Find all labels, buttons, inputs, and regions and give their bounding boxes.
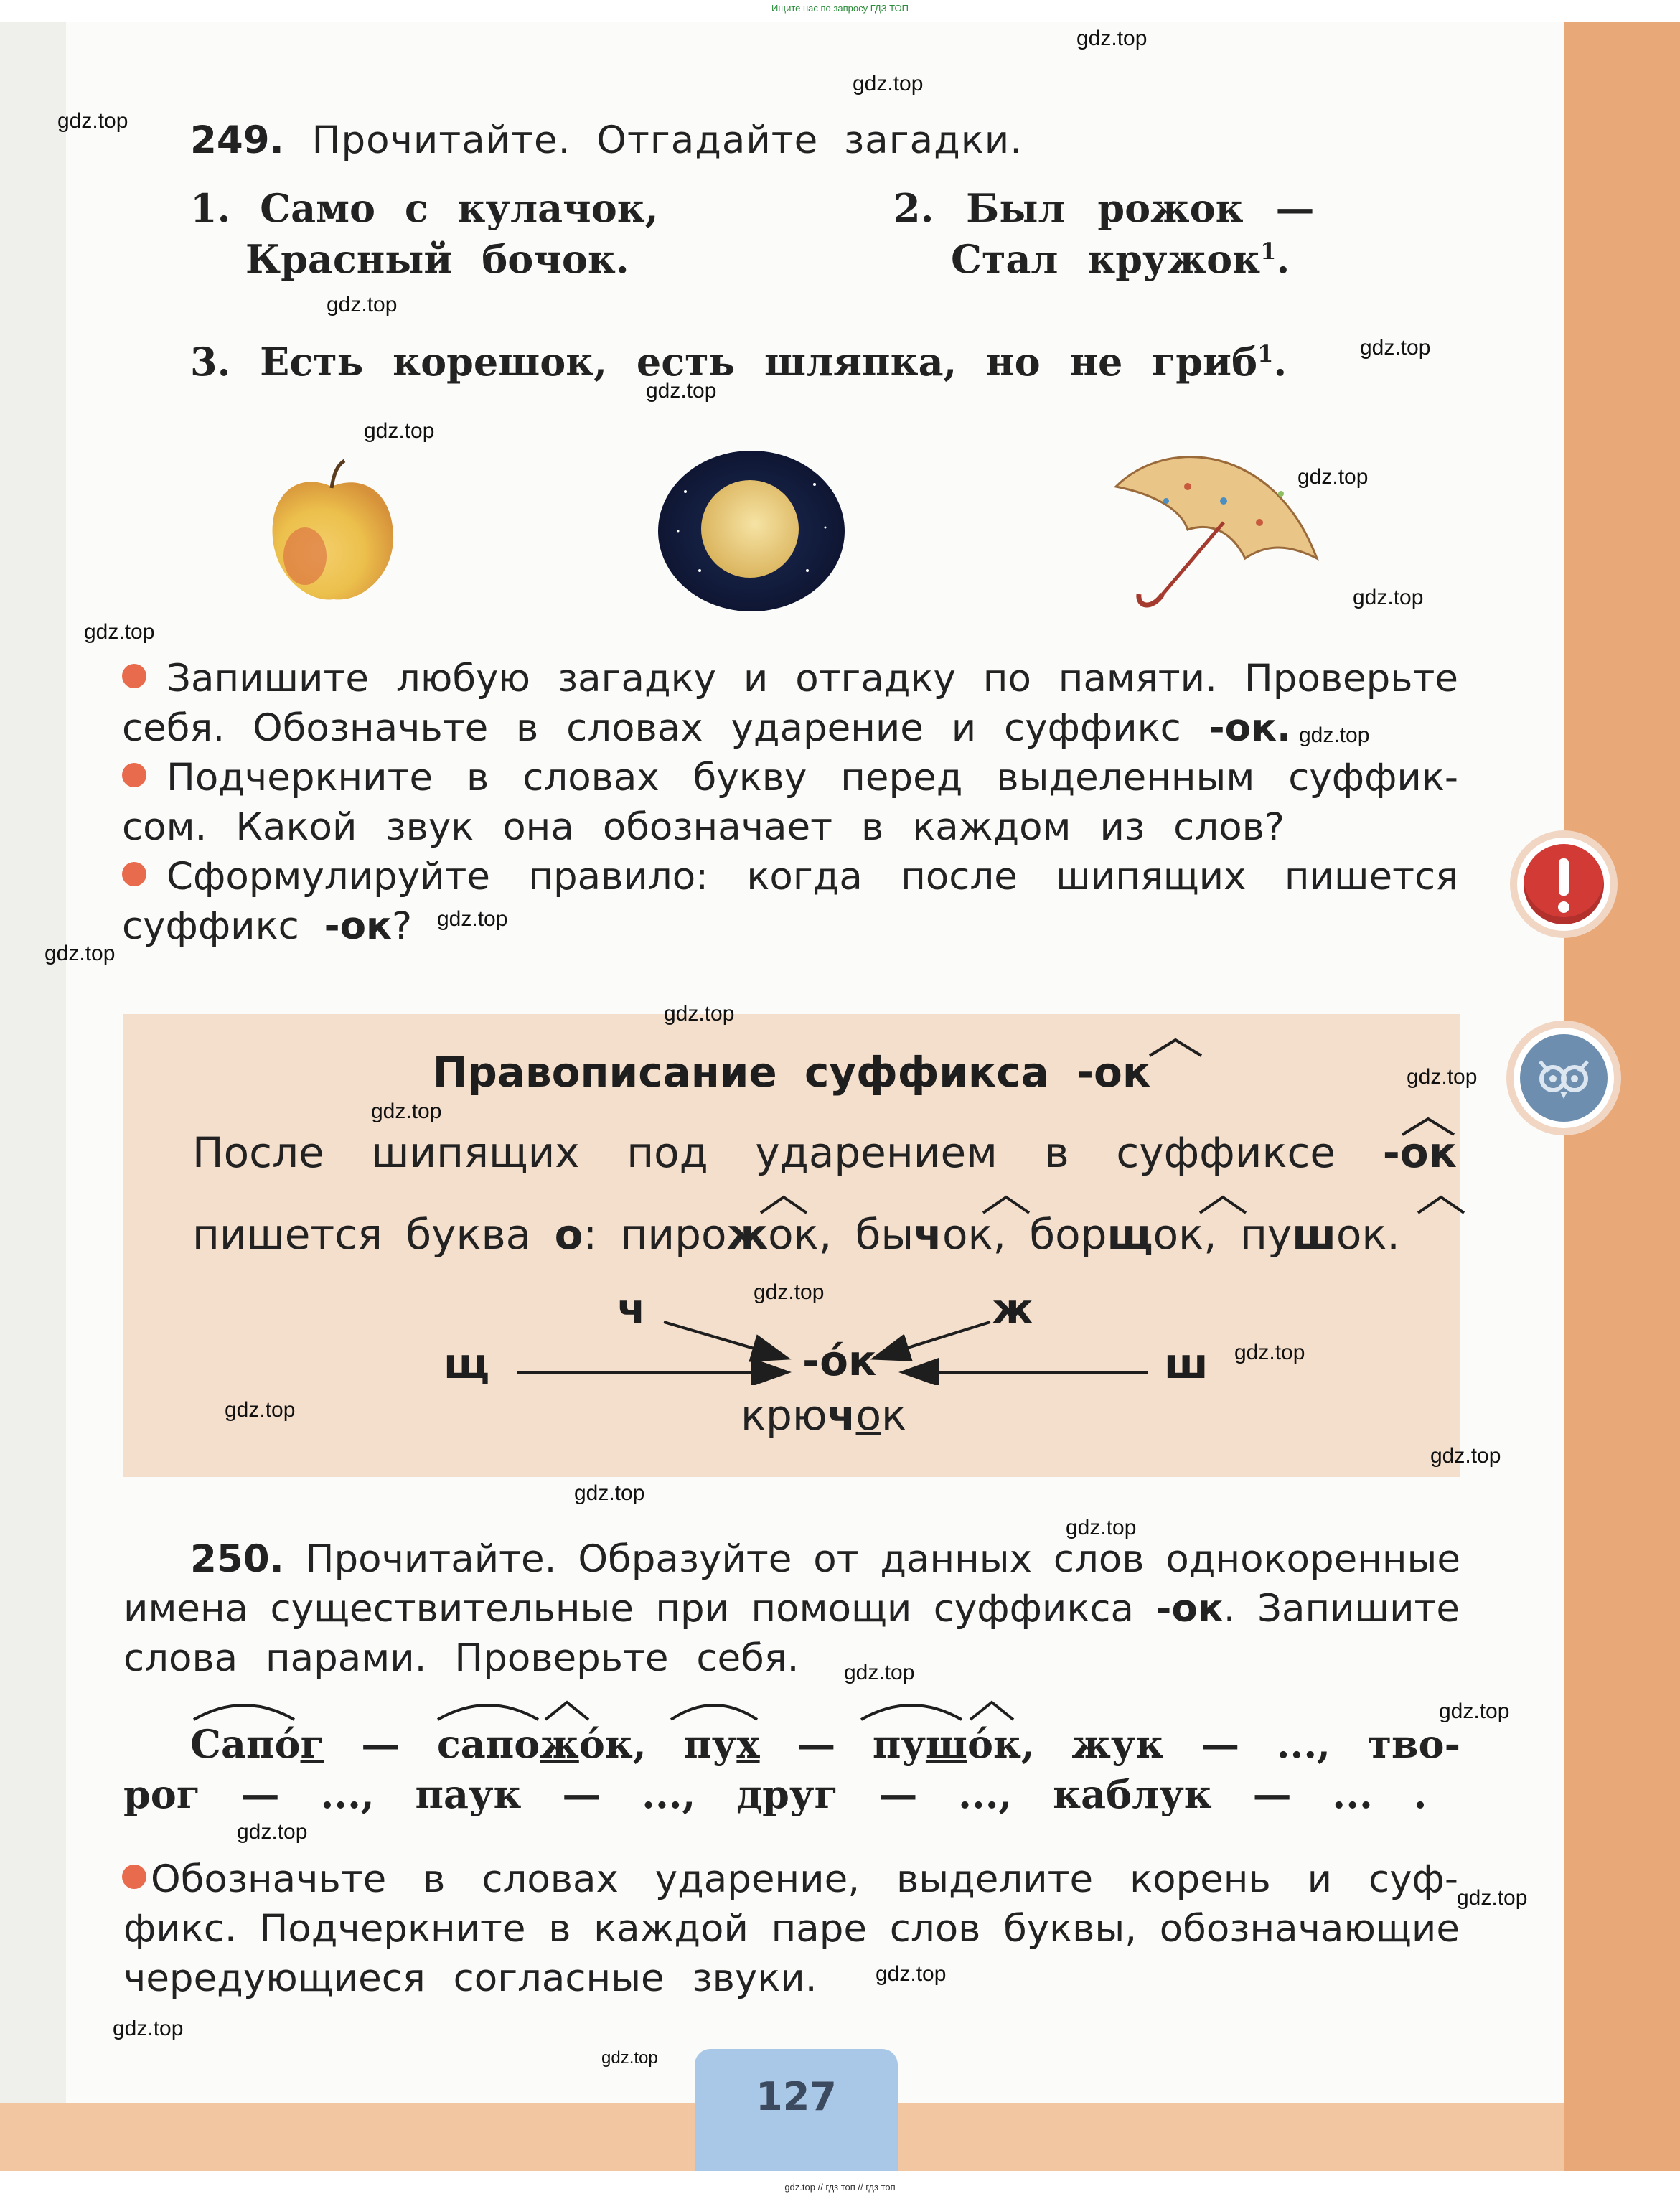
watermark: gdz.top bbox=[754, 1280, 825, 1304]
bullet-dot bbox=[122, 664, 146, 688]
task-1-line-2 bbox=[122, 706, 1291, 750]
watermark: gdz.top bbox=[113, 2017, 184, 2040]
riddle-1-line-2: Красный бочок. bbox=[245, 236, 629, 282]
task-1-line-2-text: себя. Обозначьте в словах ударение и суффикс bbox=[122, 706, 1181, 750]
watermark: gdz.top bbox=[574, 1481, 645, 1505]
diagram-example-end: к bbox=[881, 1391, 907, 1440]
diagram-example-stem: крю bbox=[741, 1391, 827, 1440]
example-word bbox=[1240, 1210, 1400, 1259]
underlined-letter: ж bbox=[540, 1721, 579, 1767]
watermark: gdz.top bbox=[364, 419, 435, 443]
example-suffix: ок bbox=[1153, 1210, 1204, 1259]
left-page-edge bbox=[0, 22, 66, 2146]
sibilant-letter: ш bbox=[1292, 1210, 1336, 1259]
task-3-line-1-text: Сформулируйте правило: когда после шипящих пишется bbox=[166, 855, 1458, 899]
example-word bbox=[855, 1210, 1030, 1259]
exercise-250-task-line-1 bbox=[122, 1857, 1458, 1901]
exercise-250-task-line-3: чередующиеся согласные звуки. bbox=[123, 1956, 817, 2000]
watermark: gdz.top bbox=[853, 72, 924, 95]
bottom-band-right bbox=[1564, 2103, 1680, 2171]
suffix-ok: -ок bbox=[1155, 1587, 1224, 1631]
diagram-letter-sh: ш bbox=[1164, 1339, 1209, 1388]
example-word bbox=[1029, 1210, 1240, 1259]
example-stem: пу bbox=[1239, 1210, 1292, 1259]
watermark: gdz.top bbox=[1066, 1516, 1137, 1539]
dash: — bbox=[1201, 1721, 1240, 1767]
diagram-arrows bbox=[502, 1306, 1163, 1385]
watermark: gdz.top bbox=[225, 1398, 296, 1422]
footnote-mark: 1 bbox=[1257, 340, 1274, 367]
sibilant-letter: ч bbox=[827, 1391, 856, 1440]
rule-line-2 bbox=[192, 1210, 1400, 1259]
page-number: 127 bbox=[756, 2074, 837, 2119]
riddle-1-line-1: 1. Само с кулачок, bbox=[190, 185, 659, 231]
underlined-letter: х bbox=[736, 1721, 760, 1767]
riddle-2-line-2 bbox=[951, 236, 1290, 282]
word-sapozhok bbox=[437, 1721, 647, 1767]
watermark: gdz.top bbox=[1457, 1886, 1528, 1910]
rule-line-2-text: пишется буква bbox=[192, 1210, 555, 1259]
separator: , bbox=[992, 1210, 1030, 1259]
riddle-2-line-1: 2. Был рожок — bbox=[893, 185, 1315, 231]
owl-glyph bbox=[1520, 1034, 1608, 1122]
example-arcs bbox=[746, 1194, 1471, 1216]
task-2-line-1 bbox=[122, 756, 1458, 799]
separator: . bbox=[1386, 1210, 1400, 1259]
watermark: gdz.top bbox=[1076, 27, 1148, 50]
exercise-number: 249. bbox=[190, 118, 284, 162]
suffix-ok: -ок. bbox=[1209, 706, 1292, 750]
example-suffix: ок bbox=[1336, 1210, 1387, 1259]
exclamation-glyph bbox=[1524, 844, 1604, 924]
rule-title bbox=[123, 1048, 1460, 1097]
word-sapog bbox=[190, 1721, 324, 1767]
footer-text: gdz.top // гдз топ // гдз топ bbox=[784, 2182, 896, 2193]
sibilant-letter: ч bbox=[914, 1210, 942, 1259]
diagram-letter-shch: щ bbox=[444, 1339, 490, 1388]
blank: ..., bbox=[1276, 1721, 1331, 1767]
colon: : bbox=[583, 1210, 621, 1259]
watermark: gdz.top bbox=[1353, 586, 1424, 609]
exercise-250-line-1-text: Прочитайте. Образуйте от данных слов однокоренные bbox=[305, 1537, 1460, 1581]
watermark: gdz.top bbox=[57, 109, 128, 133]
exercise-250-line-2-text: имена существительные при помощи суффикса bbox=[123, 1587, 1134, 1631]
watermark: gdz.top bbox=[437, 907, 508, 931]
task-3-line-2-text: суффикс bbox=[122, 904, 299, 948]
word-part: сапо bbox=[436, 1721, 540, 1767]
example-stem: бор bbox=[1029, 1210, 1107, 1259]
exercise-250-task-line-2: фикс. Подчеркните в каждой паре слов буквы, обозначающие bbox=[123, 1907, 1460, 1951]
watermark: gdz.top bbox=[237, 1820, 308, 1844]
task-2-line-2: сом. Какой звук она обозначает в каждом из слов? bbox=[122, 805, 1285, 849]
suffix-arc bbox=[1399, 1116, 1457, 1138]
word-pushok bbox=[873, 1721, 1035, 1767]
sibilant-letter: ж bbox=[726, 1210, 769, 1259]
diagram-letter-zh: ж bbox=[992, 1285, 1033, 1333]
exercise-249-heading bbox=[190, 118, 1023, 162]
rule-title-text: Правописание суффикса bbox=[432, 1048, 1076, 1097]
diagram-example-word bbox=[741, 1391, 906, 1440]
watermark: gdz.top bbox=[327, 293, 398, 316]
example-word bbox=[621, 1210, 855, 1259]
example-suffix: ок bbox=[942, 1210, 993, 1259]
question-mark: ? bbox=[391, 904, 413, 948]
word-pukh bbox=[683, 1721, 759, 1767]
watermark: gdz.top bbox=[1234, 1341, 1305, 1364]
riddle-3 bbox=[190, 339, 1287, 385]
example-stem: пиро bbox=[620, 1210, 727, 1259]
apple-illustration bbox=[266, 459, 398, 606]
rule-line-1 bbox=[192, 1128, 1457, 1177]
period: . bbox=[1273, 339, 1287, 385]
word-pairs-line-2: рог — ..., паук — ..., друг — ..., каблук — ... . bbox=[123, 1771, 1427, 1817]
task-1-line-1-text: Запишите любую загадку и отгадку по памяти. Проверьте bbox=[166, 657, 1458, 700]
watermark: gdz.top bbox=[84, 620, 155, 644]
bullet-dot bbox=[122, 862, 146, 886]
watermark: gdz.top bbox=[1360, 336, 1431, 360]
riddle-2-line-2-text: Стал кружок bbox=[951, 236, 1261, 282]
dash: — bbox=[797, 1721, 836, 1767]
suffix-arc bbox=[1147, 1037, 1204, 1059]
word-zhuk: жук bbox=[1071, 1721, 1164, 1767]
suffix-ok: -ок bbox=[324, 904, 392, 948]
underlined-o: о bbox=[855, 1391, 882, 1440]
dash: — bbox=[361, 1721, 400, 1767]
word-pairs-line-1 bbox=[190, 1721, 1460, 1767]
task-1-line-1 bbox=[122, 657, 1458, 700]
example-stem: бы bbox=[855, 1210, 914, 1259]
watermark: gdz.top bbox=[601, 2048, 658, 2068]
footnote-mark: 1 bbox=[1260, 238, 1277, 265]
word-part: пу bbox=[872, 1721, 926, 1767]
root-arcs bbox=[187, 1694, 1033, 1722]
task-3-line-2 bbox=[122, 904, 412, 948]
suffix-ok: -ок bbox=[1382, 1128, 1457, 1177]
task-3-line-1 bbox=[122, 855, 1458, 899]
riddle-3-text: 3. Есть корешок, есть шляпка, но не гриб bbox=[190, 339, 1258, 385]
rule-line-1-text: После шипящих под ударением в суффиксе bbox=[192, 1128, 1336, 1177]
exercise-250-line-2-end: . Запишите bbox=[1223, 1587, 1460, 1631]
word-part: Сапо́ bbox=[190, 1721, 301, 1767]
watermark: gdz.top bbox=[844, 1661, 915, 1684]
word-tvorog-start: тво- bbox=[1367, 1721, 1460, 1767]
moon-illustration bbox=[657, 449, 847, 614]
watermark: gdz.top bbox=[371, 1099, 442, 1123]
separator: , bbox=[1203, 1210, 1240, 1259]
suffix-ok-title: -ок bbox=[1076, 1048, 1151, 1097]
underlined-letter: г bbox=[300, 1721, 324, 1767]
watermark: gdz.top bbox=[1407, 1065, 1478, 1089]
watermark: gdz.top bbox=[664, 1002, 735, 1026]
word-part: пу bbox=[683, 1721, 737, 1767]
diagram-center-suffix: -óк bbox=[802, 1336, 877, 1385]
bullet-dot bbox=[122, 1865, 146, 1889]
separator: , bbox=[818, 1210, 855, 1259]
example-suffix: ок bbox=[768, 1210, 819, 1259]
exercise-250-line-2 bbox=[123, 1587, 1460, 1631]
umbrella-illustration bbox=[1109, 444, 1324, 619]
watermark: gdz.top bbox=[1430, 1444, 1501, 1468]
watermark: gdz.top bbox=[876, 1962, 947, 1986]
exclamation-icon bbox=[1524, 844, 1604, 924]
underlined-letter: ш bbox=[925, 1721, 967, 1767]
watermark: gdz.top bbox=[646, 379, 717, 403]
exercise-250-task-line-1-text: Обозначьте в словах ударение, выделите корень и суф- bbox=[151, 1857, 1458, 1901]
diagram-letter-ch: ч bbox=[617, 1285, 646, 1333]
exercise-250-line-1 bbox=[190, 1537, 1460, 1581]
owl-icon bbox=[1520, 1034, 1608, 1122]
watermark: gdz.top bbox=[1439, 1699, 1510, 1723]
watermark: gdz.top bbox=[44, 942, 116, 965]
period: . bbox=[1276, 236, 1290, 282]
bullet-dot bbox=[122, 763, 146, 787]
exercise-250-line-3: слова парами. Проверьте себя. bbox=[123, 1636, 799, 1680]
task-2-line-1-text: Подчеркните в словах букву перед выделенным суффик- bbox=[166, 756, 1458, 799]
heading-text: Прочитайте. Отгадайте загадки. bbox=[311, 118, 1023, 162]
word-part: о́к, bbox=[967, 1721, 1035, 1767]
letter-o: о bbox=[554, 1210, 583, 1259]
watermark: gdz.top bbox=[1297, 465, 1369, 489]
exercise-number: 250. bbox=[190, 1537, 284, 1581]
top-banner[interactable]: Ищите нас по запросу ГДЗ ТОП bbox=[771, 3, 909, 14]
sibilant-letter: щ bbox=[1107, 1210, 1153, 1259]
word-part: о́к, bbox=[578, 1721, 647, 1767]
watermark: gdz.top bbox=[1299, 723, 1370, 747]
